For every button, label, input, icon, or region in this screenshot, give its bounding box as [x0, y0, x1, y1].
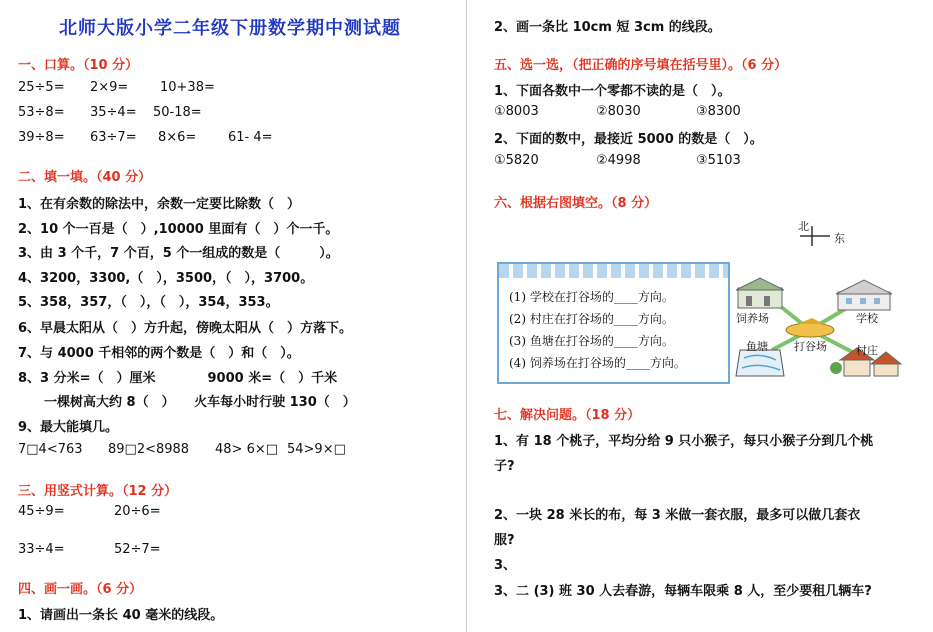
direction-map — [732, 218, 912, 383]
fill-item: 7□4<763 — [18, 442, 83, 457]
choice-option: ①8003 — [494, 104, 539, 119]
section-4-heading: 四、画一画。（6 分） — [18, 582, 143, 597]
column-divider — [466, 0, 467, 632]
section-5-heading: 五、选一选，（把正确的序号填在括号里）。（6 分） — [494, 58, 788, 73]
calc-item: 45÷9= — [18, 504, 65, 519]
calc-item: 39÷8= — [18, 130, 65, 145]
choice-option: ③8300 — [696, 104, 741, 119]
farm-label: 饲养场 — [736, 312, 769, 325]
calc-item: 53÷8= — [18, 105, 65, 120]
fill-item: 1、在有余数的除法中，余数一定要比除数（ ） — [18, 197, 301, 212]
threshing-ground-label: 打谷场 — [794, 340, 827, 353]
calc-item: 35÷4= — [90, 105, 137, 120]
section-1-heading: 一、口算。（10 分） — [18, 58, 139, 73]
north-label: 北 — [798, 220, 809, 233]
problem-line: 服? — [494, 533, 515, 548]
box-question: (1) 学校在打谷场的____方向。 — [509, 290, 674, 304]
question-box — [497, 262, 730, 384]
choice-option: ②8030 — [596, 104, 641, 119]
section-7-heading: 七、解决问题。（18 分） — [494, 408, 641, 423]
choice-question: 2、下面的数中，最接近 5000 的数是（ ）。 — [494, 132, 763, 147]
calc-item: 25÷5= — [18, 80, 65, 95]
choice-option: ①5820 — [494, 153, 539, 168]
box-decoration — [499, 264, 728, 278]
fill-item: 一棵树高大约 8（ ） 火车每小时行驶 130（ ） — [18, 395, 356, 410]
calc-item: 50-18= — [153, 105, 202, 120]
calc-item: 8×6= — [158, 130, 197, 145]
choice-option: ③5103 — [696, 153, 741, 168]
calc-item: 10+38= — [160, 80, 215, 95]
fill-item: 48> 6×□ — [215, 442, 279, 457]
fill-item: 54>9×□ — [287, 442, 346, 457]
fill-item: 2、10 个一百是（ ）,10000 里面有（ ）个一千。 — [18, 222, 339, 237]
school-icon — [836, 280, 892, 310]
fill-item: 3、由 3 个千，7 个百，5 个一组成的数是（ ）。 — [18, 246, 339, 261]
fill-item: 5、358，357，（ ），（ ），354，353。 — [18, 295, 279, 310]
draw-item: 2、画一条比 10cm 短 3cm 的线段。 — [494, 20, 721, 35]
school-label: 学校 — [856, 312, 878, 325]
calc-item: 20÷6= — [114, 504, 161, 519]
section-2-heading: 二、填一填。（40 分） — [18, 170, 152, 185]
draw-item: 1、请画出一条长 40 毫米的线段。 — [18, 608, 224, 623]
section-3-heading: 三、用竖式计算。（12 分） — [18, 484, 178, 499]
east-label: 东 — [834, 232, 845, 245]
section-6-heading: 六、根据右图填空。（8 分） — [494, 196, 658, 211]
fill-item: 8、3 分米=（ ）厘米 9000 米=（ ）千米 — [18, 371, 338, 386]
choice-question: 1、下面各数中一个零都不读的是（ ）。 — [494, 84, 731, 99]
calc-item: 52÷7= — [114, 542, 161, 557]
page-title: 北师大版小学二年级下册数学期中测试题 — [59, 18, 401, 39]
village-label: 村庄 — [856, 344, 878, 357]
fill-item: 4、3200，3300,（ ），3500，（ ），3700。 — [18, 271, 314, 286]
fill-item: 6、早晨太阳从（ ）方升起，傍晚太阳从（ ）方落下。 — [18, 321, 353, 336]
box-question: (3) 鱼塘在打谷场的____方向。 — [509, 334, 674, 348]
box-question: (4) 饲养场在打谷场的____方向。 — [509, 356, 686, 370]
calc-item: 2×9= — [90, 80, 129, 95]
problem-line: 1、有 18 个桃子，平均分给 9 只小猴子，每只小猴子分到几个桃 — [494, 434, 874, 449]
problem-line: 2、一块 28 米长的布，每 3 米做一套衣服，最多可以做几套衣 — [494, 508, 861, 523]
map-illustration — [732, 218, 912, 383]
fill-item: 89□2<8988 — [108, 442, 190, 457]
fill-item: 7、与 4000 千相邻的两个数是（ ）和（ ）。 — [18, 346, 300, 361]
problem-line: 3、 — [494, 558, 517, 573]
farm-icon — [736, 278, 784, 308]
box-question: (2) 村庄在打谷场的____方向。 — [509, 312, 674, 326]
fill-item: 9、最大能填几。 — [18, 420, 119, 435]
pond-label: 鱼塘 — [746, 340, 768, 353]
calc-item: 63÷7= — [90, 130, 137, 145]
problem-line: 子? — [494, 459, 515, 474]
problem-line: 3、二 (3) 班 30 人去春游，每辆车限乘 8 人，至少要租几辆车? — [494, 584, 872, 599]
calc-item: 61- 4= — [228, 130, 273, 145]
calc-item: 33÷4= — [18, 542, 65, 557]
choice-option: ②4998 — [596, 153, 641, 168]
